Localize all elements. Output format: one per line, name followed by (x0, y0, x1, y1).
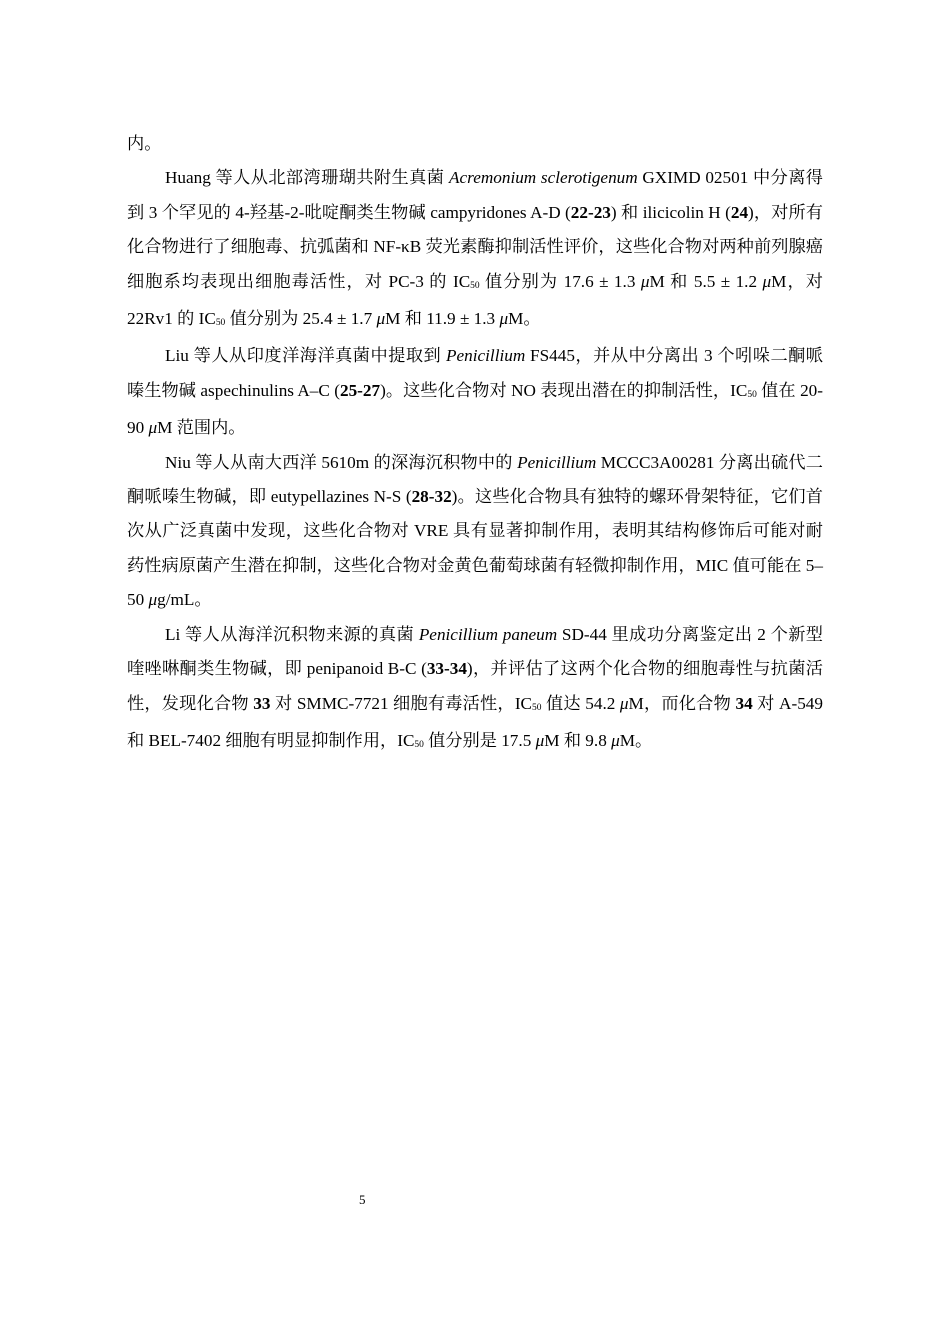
compound-number: 24 (730, 202, 749, 222)
paragraph-li: Li 等人从海洋沉积物来源的真菌 Penicillium paneum SD-44 里成功分离鉴定出 2 个新型喹唑啉酮类生物碱，即 penipanoid B-C (33-34)，并评估了这两个化合物的细胞毒性与抗菌活性，发现化合物 33 对 SMMC-7721 细胞有毒活性，$IC_{50}$ 值达 54.2 μM，而化合物 34 对 A-549 和 BEL-7402 细胞有明显抑制作用，$IC_{50}$ 值分别是 17.5 μM 和 9.8 μM。 (127, 624, 823, 751)
paragraph-niu: Niu 等人从南大西洋 5610m 的深海沉积物中的 Penicillium MCCC3A00281 分离出硫代二酮哌嗪生物碱，即 eutypellazines N-S (28-32)。这些化合物具有独特的螺环骨架特征，它们首次从广泛真菌中发现，这些化合物对 VRE 具有显著抑制作用，表明其结构修饰后可能对耐药性病原菌产生潜在抑制，这些化合物对金黄色葡萄球菌有轻微抑制作用，MIC 值可能在 5–50 μg/mL。 (127, 452, 823, 610)
paragraph-huang: Huang 等人从北部湾珊瑚共附生真菌 Acremonium sclerotigenum GXIMD 02501 中分离得到 3 个罕见的 4-羟基-2-吡啶酮类生物碱 campyridones A-D (22-23) 和 ilicicolin H (24)，对所有化合物进行了细胞毒、抗弧菌和 NF-κB 荧光素酶抑制活性评价，这些化合物对两种前列腺癌细胞系均表现出细胞毒活性，对 PC-3 的 $IC_{50}$ 值分别为 17.6 ± 1.3 μM 和 5.5 ± 1.2 μM，对 22Rv1 的 $IC_{50}$ 值分别为 25.4 ± 1.7 μM 和 11.9 ± 1.3 μM。 (127, 168, 823, 329)
compound-number: 25-27 (339, 380, 381, 400)
page-body (127, 127, 823, 761)
compound-number: 33-34 (426, 659, 467, 679)
species-name: Penicillium paneum (418, 624, 558, 644)
compound-number: 22-23 (570, 202, 611, 222)
compound-number: 28-32 (411, 487, 452, 507)
compound-number: 33 (253, 693, 271, 713)
paragraph-liu: Liu 等人从印度洋海洋真菌中提取到 Penicillium FS445，并从中分离出 3 个吲哚二酮哌嗪生物碱 aspechinulins A–C (25-27)。这些化合物对 NO 表现出潜在的抑制活性，$IC_{50}$ 值在 20-90 μM 范围内。 (127, 346, 823, 438)
species-name: Acremonium sclerotigenum (449, 168, 638, 188)
compound-number: 34 (735, 693, 753, 713)
species-name: Penicillium (446, 346, 526, 366)
species-name: Penicillium (517, 452, 597, 472)
paragraph-continuation: 内。 (127, 134, 162, 153)
page-number: 5 (359, 1192, 366, 1207)
